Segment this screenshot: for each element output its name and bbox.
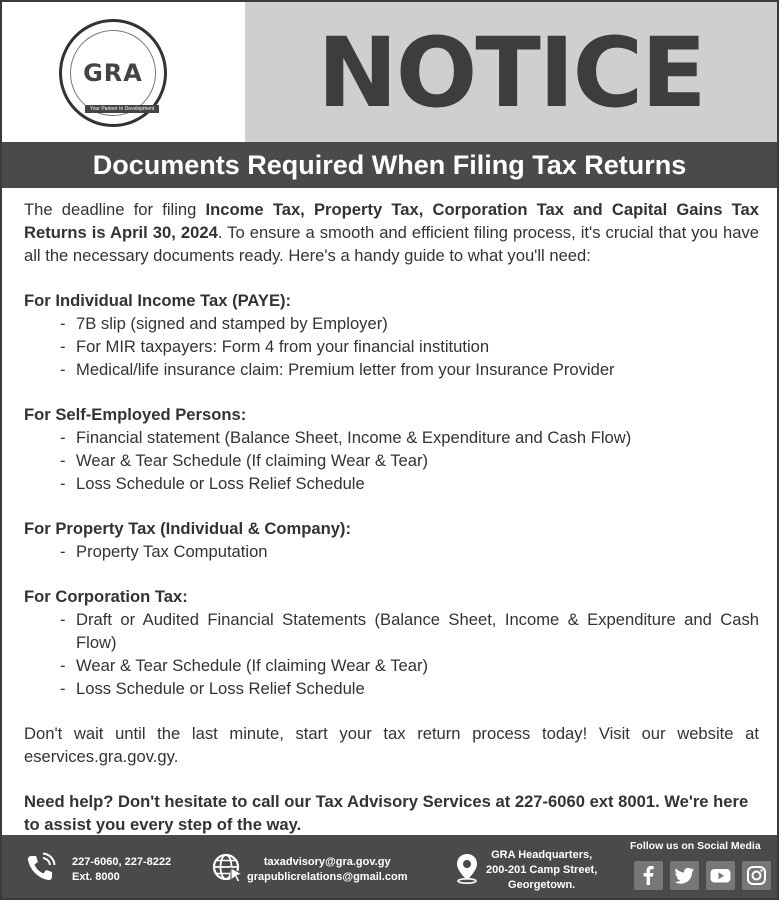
footer-phone: 227-6060, 227-8222 Ext. 8000 xyxy=(72,856,172,883)
section-heading: For Individual Income Tax (PAYE): xyxy=(24,291,292,310)
list-item: - Loss Schedule or Loss Relief Schedule xyxy=(60,679,365,698)
section-heading: For Property Tax (Individual & Company): xyxy=(24,519,351,538)
section-self-employed xyxy=(24,403,759,495)
logo-area xyxy=(2,2,245,142)
page-title: Documents Required When Filing Tax Returns xyxy=(2,142,777,188)
list-item: - Wear & Tear Schedule (If claiming Wear & Tear) xyxy=(60,656,428,675)
email-link[interactable]: grapublicrelations@gmail.com xyxy=(247,871,408,883)
intro-paragraph: The deadline for filing Income Tax, Property Tax, Corporation Tax and Capital Gains Tax Returns is April 30, 2024. To ensure a smooth and efficient filing process, it's crucial that you have all the necessary documents ready. Here's a handy guide to what you'll need: xyxy=(24,200,760,265)
section-heading: For Self-Employed Persons: xyxy=(24,405,247,424)
section-heading: For Corporation Tax: xyxy=(24,587,188,606)
notice-title-area xyxy=(245,2,777,142)
header xyxy=(2,2,777,142)
deadline-text: Income Tax, Property Tax, Corporation Tax and Capital Gains Tax Returns is April 30, 2024 xyxy=(24,200,760,242)
instagram-icon[interactable] xyxy=(742,861,771,890)
youtube-icon[interactable] xyxy=(706,861,735,890)
list-item: - For MIR taxpayers: Form 4 from your financial institution xyxy=(60,337,490,356)
facebook-icon[interactable] xyxy=(634,861,663,890)
notice-title: NOTICE xyxy=(317,17,705,129)
list-item: - Draft or Audited Financial Statements (Balance Sheet, Income & Expenditure and Cash Flow) xyxy=(60,610,759,652)
globe-icon xyxy=(212,852,244,884)
list-item: - Property Tax Computation xyxy=(60,542,268,561)
call-to-action: Don't wait until the last minute, start your tax return process today! Visit our website at eservices.gra.gov.gy. xyxy=(24,724,759,766)
list-item: - Loss Schedule or Loss Relief Schedule xyxy=(60,474,365,493)
list-item: - Wear & Tear Schedule (If claiming Wear & Tear) xyxy=(60,451,428,470)
footer xyxy=(2,835,777,898)
list-item: - Medical/life insurance claim: Premium letter from your Insurance Provider xyxy=(60,360,615,379)
phone-icon xyxy=(24,852,56,884)
section-property-tax xyxy=(24,517,759,563)
list-item: - Financial statement (Balance Sheet, Income & Expenditure and Cash Flow) xyxy=(60,428,632,447)
footer-address: GRA Headquarters, 200-201 Camp Street, Georgetown. xyxy=(486,849,598,891)
list-item: - 7B slip (signed and stamped by Employer) xyxy=(60,314,388,333)
footer-email xyxy=(247,855,407,885)
section-corporation-tax xyxy=(24,585,759,700)
logo-tagline: Your Partner In Development xyxy=(85,105,159,113)
section-individual-income-tax xyxy=(24,289,759,381)
notice-body xyxy=(24,198,759,836)
gra-logo xyxy=(59,19,167,127)
logo-text: GRA xyxy=(83,59,143,87)
twitter-icon[interactable] xyxy=(670,861,699,890)
help-text: Need help? Don't hesitate to call our Tax Advisory Services at 227-6060 ext 8001. We're here to assist you every step of the way. xyxy=(24,792,749,834)
email-link[interactable]: taxadvisory@gra.gov.gy xyxy=(263,856,391,868)
location-pin-icon xyxy=(451,852,483,884)
social-label: Follow us on Social Media xyxy=(630,840,761,852)
